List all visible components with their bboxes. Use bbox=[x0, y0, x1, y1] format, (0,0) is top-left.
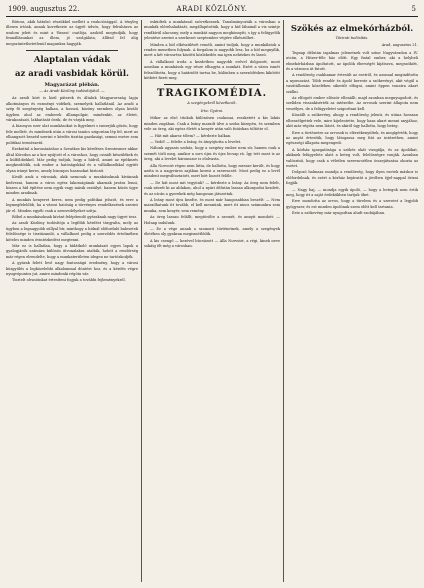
paragraph: Kiszállt a szökevény, ahogy a rendőrség jelenti, és utána hosszan elbeszélgettek vele, mire kijelentette, hogy haza akart menni anyjához, akit már régóta nem látott, és akiről úgy hallotta, hogy beteg. bbox=[286, 113, 418, 129]
story-paragraph: Nálunk ugyanis szokás, hogy a szegény ember nem sír, hanem csak a szemét törli meg, amikor a sors újra és újra lecsap rá. Így tett most is az öreg, aki a levelet háromszor is elolvasta. bbox=[144, 146, 280, 162]
article-title: Alaptalan vádak bbox=[33, 55, 111, 66]
story-paragraph: — Ez a vége annak a szomorú történetnek, amely a szegények életében oly gyakran megismétlődik. bbox=[144, 227, 280, 237]
lead-paragraph: Bütosz, akik hátulsó részükkel mellett a reakciósággal. A tényleg illesen irtóak, annak kovetkezte az ügyét üdvös, hogy felruházva az uralom jeleit és mint a 'Brassi' csatlója, azoktól megtudják, hogy fennállásunkat az illem, jó szolgálata, állítsd fel alig megszüntethetetlenül magunkra hagyják. bbox=[6, 20, 138, 46]
paragraph: A gyárak felett levő nagy fontosságú eredmény, hogy a városi közgyűlés a legközelebbi alkalommal döntést hoz, és a kérdés végre nyugvópontra jut, amire mindenki régóta vár. bbox=[6, 261, 138, 277]
separator bbox=[26, 50, 118, 51]
paragraph: Tisztelt olvasóinkat értesíteni fogjuk a további fejleményekről. bbox=[12, 278, 126, 283]
paragraph: Már ez is hallatlan, hogy a hídátkelő munkásait egyes lapok a gyalogjárók számára különös útvonalakra utalták, holott a rendőrség már régen elrendelte, hogy a munkaterületen idegen ne tartózkodjék. bbox=[6, 244, 138, 259]
story-paragraph: — Vedd! — felelte a leány, és átnyújtotta a levelet. bbox=[150, 139, 242, 144]
column-rule bbox=[141, 20, 142, 582]
story-title: TRAGIKOMÉDIA. bbox=[156, 88, 268, 100]
story-paragraph: A kis csengő — kezével búcsúzott — Alla Norvoirt, a régi, kinek neve sokáig élt még a városban. bbox=[144, 238, 280, 249]
story-subtitle: A szegényekről következik. bbox=[187, 101, 237, 106]
masthead bbox=[6, 4, 418, 17]
paragraph: A kórház igazgatósága a szökés okát vizsgálja, és az ápolókat, akiknek felügyelete alatt a beteg volt, felelősségre vonják. Azonban valószínű, hogy csak a véletlen szerencsétlen összejátszása okozta az esetet. bbox=[286, 147, 418, 168]
paragraph: Este a szökevény már nyugodtan aludt szobájában. bbox=[292, 211, 386, 216]
story-paragraph: — De hát most mit tegyünk? — kérdezte a leány. Az öreg nem felelt, csak nézett ki az ablakon, ahol a nyári délután lassan alkonyodni kezdett, és az utcán a gyerekek még hangosan játszottak. bbox=[144, 180, 280, 196]
story-author: Irta: Gyárai. bbox=[200, 108, 224, 113]
story-paragraph: Mikor az első titokuk különösen csokonai, reszketett a kis lakás minden zugában. Csak a leány maradt ülve a szoba közepén, és szemben vele az öreg, aki egész életét a kenyér után való futásban töltötte el. bbox=[144, 116, 280, 132]
newspaper-page bbox=[6, 4, 418, 584]
paragraph: — Nagy baj, — mondja egyik ápoló, — hogy a betegek nem értik meg, hogy itt a saját érdekükben tartjuk őket. bbox=[286, 187, 418, 197]
story-paragraph: Az öreg lassan felállt, megtörölte a szemét, és annyit mondott: — Holnap indulunk. bbox=[144, 215, 280, 225]
paper-title: ARADI KÖZLÖNY. bbox=[176, 5, 248, 13]
paragraph: A vállalkozó iroda a kezdetben nagyobb erővel dolgozott, most azonban a munkások egy része elhagyta a munkát. Ezért a város ismét felszólította, hogy a határidőt tartsa be, különben a szerződésben kikötött kötbért fizeti meg. bbox=[144, 59, 280, 81]
separator bbox=[164, 84, 260, 85]
story-paragraph: Alla Norvoirt régen nem látta, de hallotta, hogy messze került, és hogy azóta is a nagyváros zajában keresi a szerencsét. Most pedig ez a levél mindent megváltoztatott, mert hírt hozott felőle. bbox=[144, 163, 280, 179]
article-title-line2: az aradi vasbidak körül. bbox=[14, 69, 130, 80]
paragraph: Dolgozó halmaza mondja a rendőrség, hogy ilyen esetek máskor is előfordulnak, és ezért a kórház bejáratát a jövőben éjjel-nappal őrizni fogják. bbox=[286, 170, 418, 186]
article-byline: — Az Aradi Közlöny tudósítójától. — bbox=[39, 89, 105, 94]
column-3 bbox=[286, 20, 418, 584]
paragraph: Az elfogott ember először ellenállt, majd azonban megnyugodott, és szelíden visszakísérték az intézetbe. Az orvosok szerint állapota nem veszélyes, de a felügyeletet szigorítani kell. bbox=[286, 96, 418, 111]
paragraph: esküdtek a munkással szövetkeznek. Tanulmányozták a városban a munkák előrehaladását, megállapították, hogy a híd lábainál a viz szintje rendkívül alacsony, mely a munkát nagyon megkönnyíti, s így a felügyelők jelentése szerint a szerkezet szeptember végére elkészülhet. bbox=[144, 20, 280, 41]
column-2 bbox=[144, 20, 280, 584]
paragraph: A bizonyos ezer olat munkásokat is figyelmet s ismerjük gőzös, hogy fele mellett, és mindezek után a városi tanács szigorúan lép fel, mert az elhangzott beszéd szerint e kérdés tisztán gazdasági, semmi esetre sem politikai természetű. bbox=[6, 124, 138, 145]
column-1 bbox=[6, 20, 138, 584]
paragraph: Az aradi kört is kiril páterek és általuk Magyarország lapja alkotmányos és eszményi vidékek, szemelyek hallatlánál. Az aradi a szép fő szegénység halkan, a hosszú, közöny szemben olyan kiváló ügyben ahol az emberek állampolgár, mindenkit, az életet, várakozásait, lakhatását őrzik, de és várják meg. bbox=[6, 96, 138, 123]
paragraph: Kivált azok a városiak, akik nemcsak a munkásoknak kívánnak kedvezni, hanem a város egész lakosságának akarnak javára lenni, hiszen a híd építése nem egyik vagy másik osztályé, hanem közös ügye minden aradinak. bbox=[6, 175, 138, 196]
paragraph: Ezekuttal a koronázáshoz a Szvatkos kis kérdéses Szentesmer akkor által Kórodon az a kor nyújtott el a városhoz, hogy csinált készülékek és a külföldiekkel. Már pedig tudjuk, hogy a hídról, amint az építkezés megkezdődik, sok ember a hatóságokkal és a vállalkozókkal együtt olyan irányt keres, amely bizonyos hasznokat biztosít. bbox=[6, 147, 138, 173]
paragraph: Bőbel a munkásoknak kívánt felépítendő gyáraknak nagy ügyet tesz. bbox=[12, 214, 138, 219]
paragraph: A munkás kenyeret keres, nem pedig politikai jelszót, és erre a legmegfelelőbb, ha a városi hatóság a törvényes rendelkezések szerint jár el. Minden egyéb csak a szenvedélyeket szítja. bbox=[6, 197, 138, 213]
column-rule bbox=[283, 20, 284, 582]
issue-date: 1909. augusztus 22. bbox=[8, 5, 80, 13]
story-paragraph: A leány most újra kezdte, és most már hangosabban beszélt: — Nem maradhatunk itt tovább, el kell mennünk, mert itt nincs számunkra sem munka, sem kenyér, sem remény. bbox=[144, 197, 280, 213]
story-paragraph: — Hát mit akarsz tőlem? — kérdezte halkan. bbox=[150, 133, 232, 138]
article-subtitle: Magyarázat plébán. bbox=[44, 82, 100, 89]
article-title: Szökés az elmekórházból. bbox=[290, 24, 414, 34]
paragraph: Erre mondotta az orvos, hogy a türelem és a szeretet a legjobb gyógyszer, és ezt minden ápolónak szem előtt kell tartania. bbox=[286, 199, 418, 209]
article-subtitle: Távirati tudósítás. bbox=[335, 36, 369, 40]
article-dateline: Arad, augusztus 21. bbox=[381, 43, 418, 48]
paragraph: Tegnap délután izgalmas jelenetnek volt színe Nagyváradon a IV. utcán, a Hitzer-féle ház előtt. Egy fiatal ember, aki a helybeli elmekórházban ápoltatott, az ápolók éberségét kijátszva, megszökött, és a városon át futott. bbox=[286, 50, 418, 72]
page-number: 5 bbox=[411, 5, 416, 13]
paragraph: Erre a történetre az orvosok is elérzékenyültek, és megígérték, hogy az anyát értesítik, hogy látogassa meg fiát az intézetben, amint egészségi állapota megengedi. bbox=[286, 130, 418, 146]
paragraph: A rendőrség csakhamar értesült az esetről, és azonnal megindította a nyomozást. Több rendőr és ápoló kereste a szökevényt, akit végül a vasútállomás közelében sikerült elfogni, amint éppen vonatra akart szállni. bbox=[286, 73, 418, 94]
paragraph: Minden a híd elkészülését reméli, amint tudjuk, hogy a munkálatok a rendes menetben folynak. A forgalom is nagyobb lesz, ha a híd megnyílik, mert a két városrész közötti közlekedés ma igen nehézkes és lassú. bbox=[144, 42, 280, 58]
paragraph: Az aradi Közlöny tudósítója a legfőbb kérdést tárgyalta, mely az ügyben a legnagyobb súllyal bír, minthogy a hídnál előforduló balesetek felelőssége is tisztázandó, a vállalkozó pedig a szerződés értelmében köteles minden óvintézkedést megtenni. bbox=[6, 221, 138, 242]
